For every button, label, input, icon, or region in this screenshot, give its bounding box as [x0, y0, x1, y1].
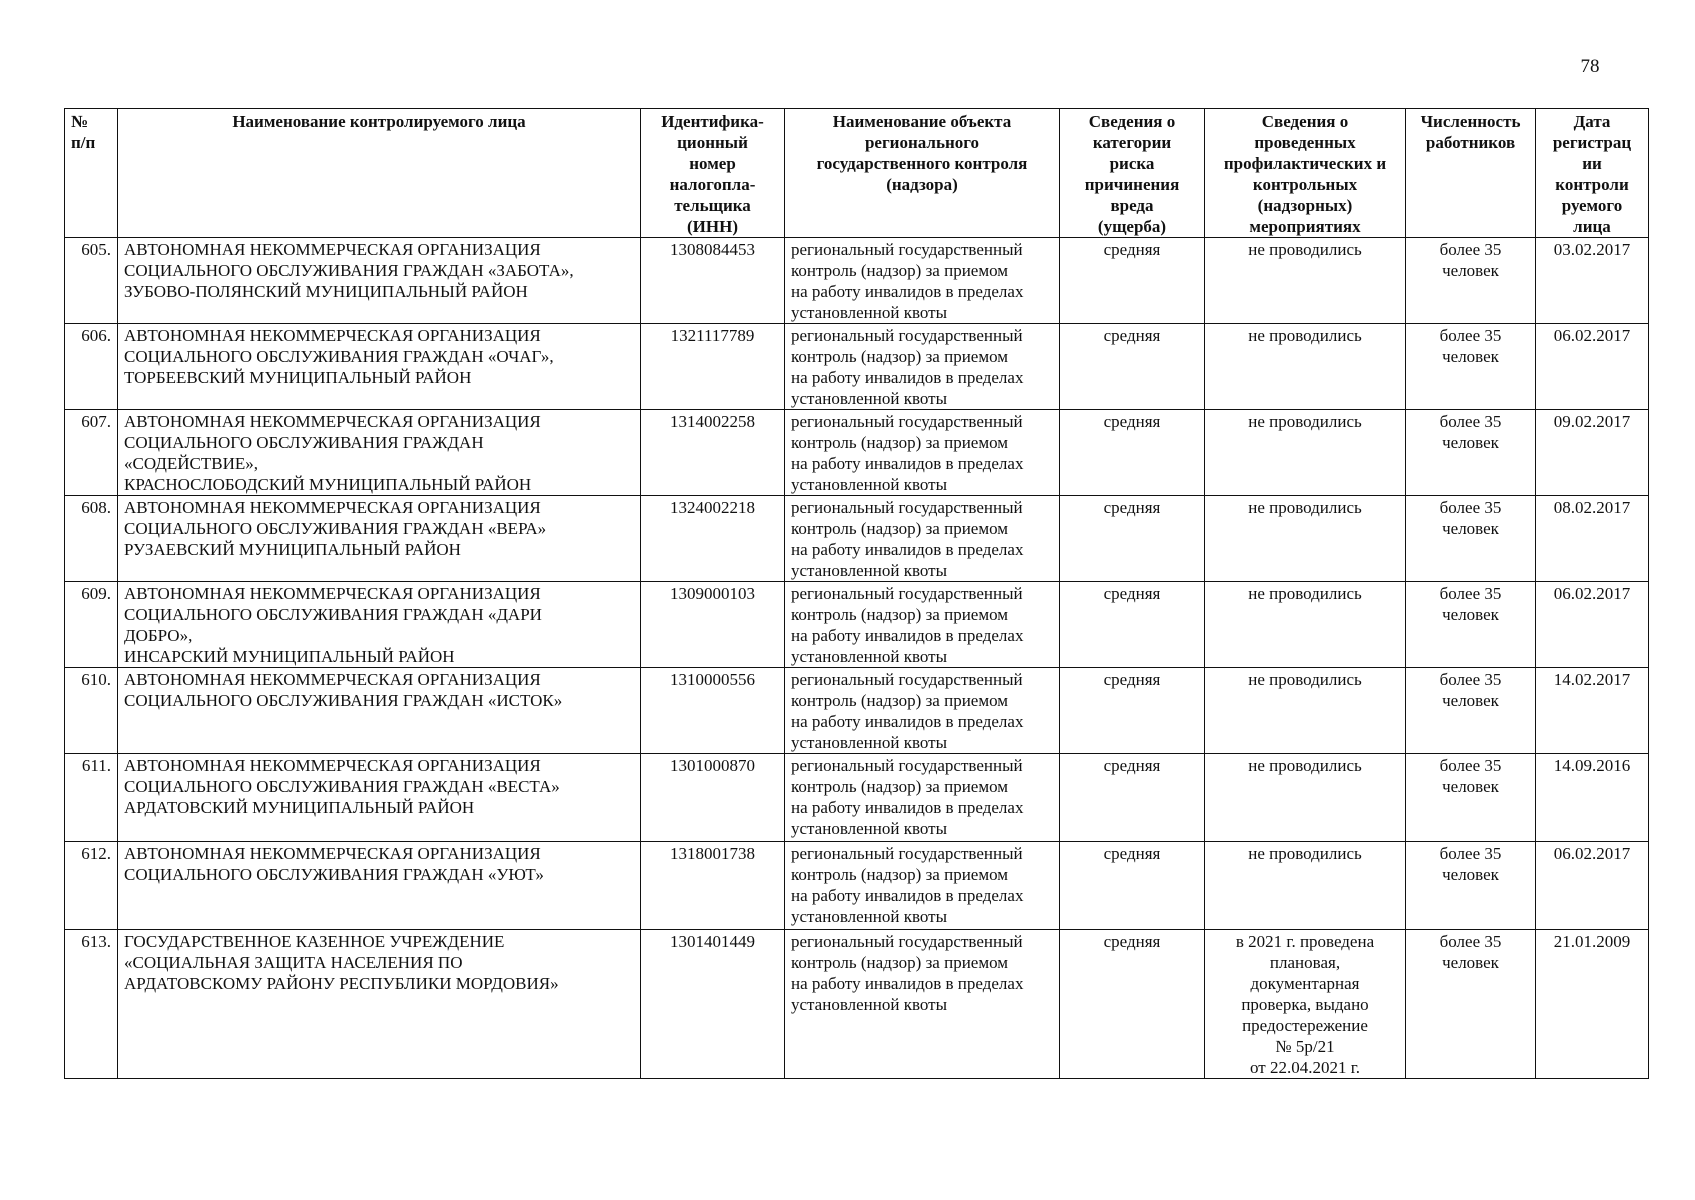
header-name: Наименование контролируемого лица	[118, 109, 641, 238]
table-row	[65, 668, 1649, 754]
row-risk: средняя	[1060, 668, 1205, 754]
row-risk: средняя	[1060, 410, 1205, 496]
table-row	[65, 238, 1649, 324]
row-risk: средняя	[1060, 582, 1205, 668]
row-risk: средняя	[1060, 754, 1205, 842]
row-date: 06.02.2017	[1536, 582, 1649, 668]
row-events: не проводились	[1205, 754, 1406, 842]
row-events: не проводились	[1205, 410, 1406, 496]
row-num: 613.	[65, 930, 118, 1079]
row-risk: средняя	[1060, 842, 1205, 930]
row-num: 606.	[65, 324, 118, 410]
row-employees: более 35 человек	[1406, 668, 1536, 754]
row-inn: 1301401449	[641, 930, 785, 1079]
row-risk: средняя	[1060, 496, 1205, 582]
row-name: АВТОНОМНАЯ НЕКОММЕРЧЕСКАЯ ОРГАНИЗАЦИЯ СОЦИАЛЬНОГО ОБСЛУЖИВАНИЯ ГРАЖДАН «УЮТ»	[118, 842, 641, 930]
row-object: региональный государственный контроль (надзор) за приемом на работу инвалидов в пределах установленной квоты	[785, 668, 1060, 754]
row-risk: средняя	[1060, 930, 1205, 1079]
header-num: № п/п	[65, 109, 118, 238]
row-employees: более 35 человек	[1406, 582, 1536, 668]
row-name: АВТОНОМНАЯ НЕКОММЕРЧЕСКАЯ ОРГАНИЗАЦИЯ СОЦИАЛЬНОГО ОБСЛУЖИВАНИЯ ГРАЖДАН «ДАРИ ДОБРО», ИНСАРСКИЙ МУНИЦИПАЛЬНЫЙ РАЙОН	[118, 582, 641, 668]
row-employees: более 35 человек	[1406, 324, 1536, 410]
row-date: 21.01.2009	[1536, 930, 1649, 1079]
row-num: 610.	[65, 668, 118, 754]
table-row	[65, 582, 1649, 668]
row-name: ГОСУДАРСТВЕННОЕ КАЗЕННОЕ УЧРЕЖДЕНИЕ «СОЦИАЛЬНАЯ ЗАЩИТА НАСЕЛЕНИЯ ПО АРДАТОВСКОМУ РАЙОНУ РЕСПУБЛИКИ МОРДОВИЯ»	[118, 930, 641, 1079]
header-inn: Идентифика- ционный номер налогопла- тельщика (ИНН)	[641, 109, 785, 238]
row-inn: 1318001738	[641, 842, 785, 930]
row-events: не проводились	[1205, 238, 1406, 324]
row-num: 607.	[65, 410, 118, 496]
row-inn: 1308084453	[641, 238, 785, 324]
header-object: Наименование объекта регионального государственного контроля (надзора)	[785, 109, 1060, 238]
row-num: 608.	[65, 496, 118, 582]
header-events: Сведения о проведенных профилактических и контрольных (надзорных) мероприятиях	[1205, 109, 1406, 238]
row-object: региональный государственный контроль (надзор) за приемом на работу инвалидов в пределах установленной квоты	[785, 842, 1060, 930]
row-name: АВТОНОМНАЯ НЕКОММЕРЧЕСКАЯ ОРГАНИЗАЦИЯ СОЦИАЛЬНОГО ОБСЛУЖИВАНИЯ ГРАЖДАН «ОЧАГ», ТОРБЕЕВСКИЙ МУНИЦИПАЛЬНЫЙ РАЙОН	[118, 324, 641, 410]
row-object: региональный государственный контроль (надзор) за приемом на работу инвалидов в пределах установленной квоты	[785, 754, 1060, 842]
row-events: в 2021 г. проведена плановая, документарная проверка, выдано предостережение № 5р/21 от 22.04.2021 г.	[1205, 930, 1406, 1079]
row-inn: 1301000870	[641, 754, 785, 842]
table-row	[65, 754, 1649, 842]
row-object: региональный государственный контроль (надзор) за приемом на работу инвалидов в пределах установленной квоты	[785, 410, 1060, 496]
row-date: 06.02.2017	[1536, 324, 1649, 410]
row-employees: более 35 человек	[1406, 410, 1536, 496]
row-date: 14.09.2016	[1536, 754, 1649, 842]
row-inn: 1314002258	[641, 410, 785, 496]
row-events: не проводились	[1205, 496, 1406, 582]
row-events: не проводились	[1205, 842, 1406, 930]
row-num: 605.	[65, 238, 118, 324]
table-row	[65, 930, 1649, 1079]
row-date: 09.02.2017	[1536, 410, 1649, 496]
row-events: не проводились	[1205, 582, 1406, 668]
registry-table	[64, 108, 1649, 1079]
table-row	[65, 496, 1649, 582]
row-name: АВТОНОМНАЯ НЕКОММЕРЧЕСКАЯ ОРГАНИЗАЦИЯ СОЦИАЛЬНОГО ОБСЛУЖИВАНИЯ ГРАЖДАН «ВЕСТА» АРДАТОВСКИЙ МУНИЦИПАЛЬНЫЙ РАЙОН	[118, 754, 641, 842]
row-date: 08.02.2017	[1536, 496, 1649, 582]
row-object: региональный государственный контроль (надзор) за приемом на работу инвалидов в пределах установленной квоты	[785, 238, 1060, 324]
table-header	[65, 109, 1649, 238]
table-row	[65, 324, 1649, 410]
row-date: 06.02.2017	[1536, 842, 1649, 930]
row-object: региональный государственный контроль (надзор) за приемом на работу инвалидов в пределах установленной квоты	[785, 324, 1060, 410]
row-num: 611.	[65, 754, 118, 842]
row-name: АВТОНОМНАЯ НЕКОММЕРЧЕСКАЯ ОРГАНИЗАЦИЯ СОЦИАЛЬНОГО ОБСЛУЖИВАНИЯ ГРАЖДАН «ИСТОК»	[118, 668, 641, 754]
row-name: АВТОНОМНАЯ НЕКОММЕРЧЕСКАЯ ОРГАНИЗАЦИЯ СОЦИАЛЬНОГО ОБСЛУЖИВАНИЯ ГРАЖДАН «СОДЕЙСТВИЕ», КРАСНОСЛОБОДСКИЙ МУНИЦИПАЛЬНЫЙ РАЙОН	[118, 410, 641, 496]
row-num: 609.	[65, 582, 118, 668]
header-date: Дата регистрац ии контроли руемого лица	[1536, 109, 1649, 238]
table-row	[65, 410, 1649, 496]
header-risk: Сведения о категории риска причинения вреда (ущерба)	[1060, 109, 1205, 238]
row-inn: 1324002218	[641, 496, 785, 582]
row-object: региональный государственный контроль (надзор) за приемом на работу инвалидов в пределах установленной квоты	[785, 496, 1060, 582]
row-risk: средняя	[1060, 324, 1205, 410]
row-events: не проводились	[1205, 324, 1406, 410]
row-name: АВТОНОМНАЯ НЕКОММЕРЧЕСКАЯ ОРГАНИЗАЦИЯ СОЦИАЛЬНОГО ОБСЛУЖИВАНИЯ ГРАЖДАН «ЗАБОТА», ЗУБОВО-ПОЛЯНСКИЙ МУНИЦИПАЛЬНЫЙ РАЙОН	[118, 238, 641, 324]
table-row	[65, 842, 1649, 930]
row-inn: 1321117789	[641, 324, 785, 410]
row-employees: более 35 человек	[1406, 930, 1536, 1079]
row-events: не проводились	[1205, 668, 1406, 754]
row-employees: более 35 человек	[1406, 496, 1536, 582]
row-date: 03.02.2017	[1536, 238, 1649, 324]
row-employees: более 35 человек	[1406, 754, 1536, 842]
row-employees: более 35 человек	[1406, 842, 1536, 930]
row-inn: 1310000556	[641, 668, 785, 754]
table-body	[65, 238, 1649, 1079]
row-name: АВТОНОМНАЯ НЕКОММЕРЧЕСКАЯ ОРГАНИЗАЦИЯ СОЦИАЛЬНОГО ОБСЛУЖИВАНИЯ ГРАЖДАН «ВЕРА» РУЗАЕВСКИЙ МУНИЦИПАЛЬНЫЙ РАЙОН	[118, 496, 641, 582]
header-employees: Численность работников	[1406, 109, 1536, 238]
row-object: региональный государственный контроль (надзор) за приемом на работу инвалидов в пределах установленной квоты	[785, 582, 1060, 668]
row-risk: средняя	[1060, 238, 1205, 324]
row-employees: более 35 человек	[1406, 238, 1536, 324]
row-inn: 1309000103	[641, 582, 785, 668]
page-number: 78	[1580, 56, 1600, 77]
row-date: 14.02.2017	[1536, 668, 1649, 754]
row-object: региональный государственный контроль (надзор) за приемом на работу инвалидов в пределах установленной квоты	[785, 930, 1060, 1079]
row-num: 612.	[65, 842, 118, 930]
header-row	[65, 109, 1649, 238]
